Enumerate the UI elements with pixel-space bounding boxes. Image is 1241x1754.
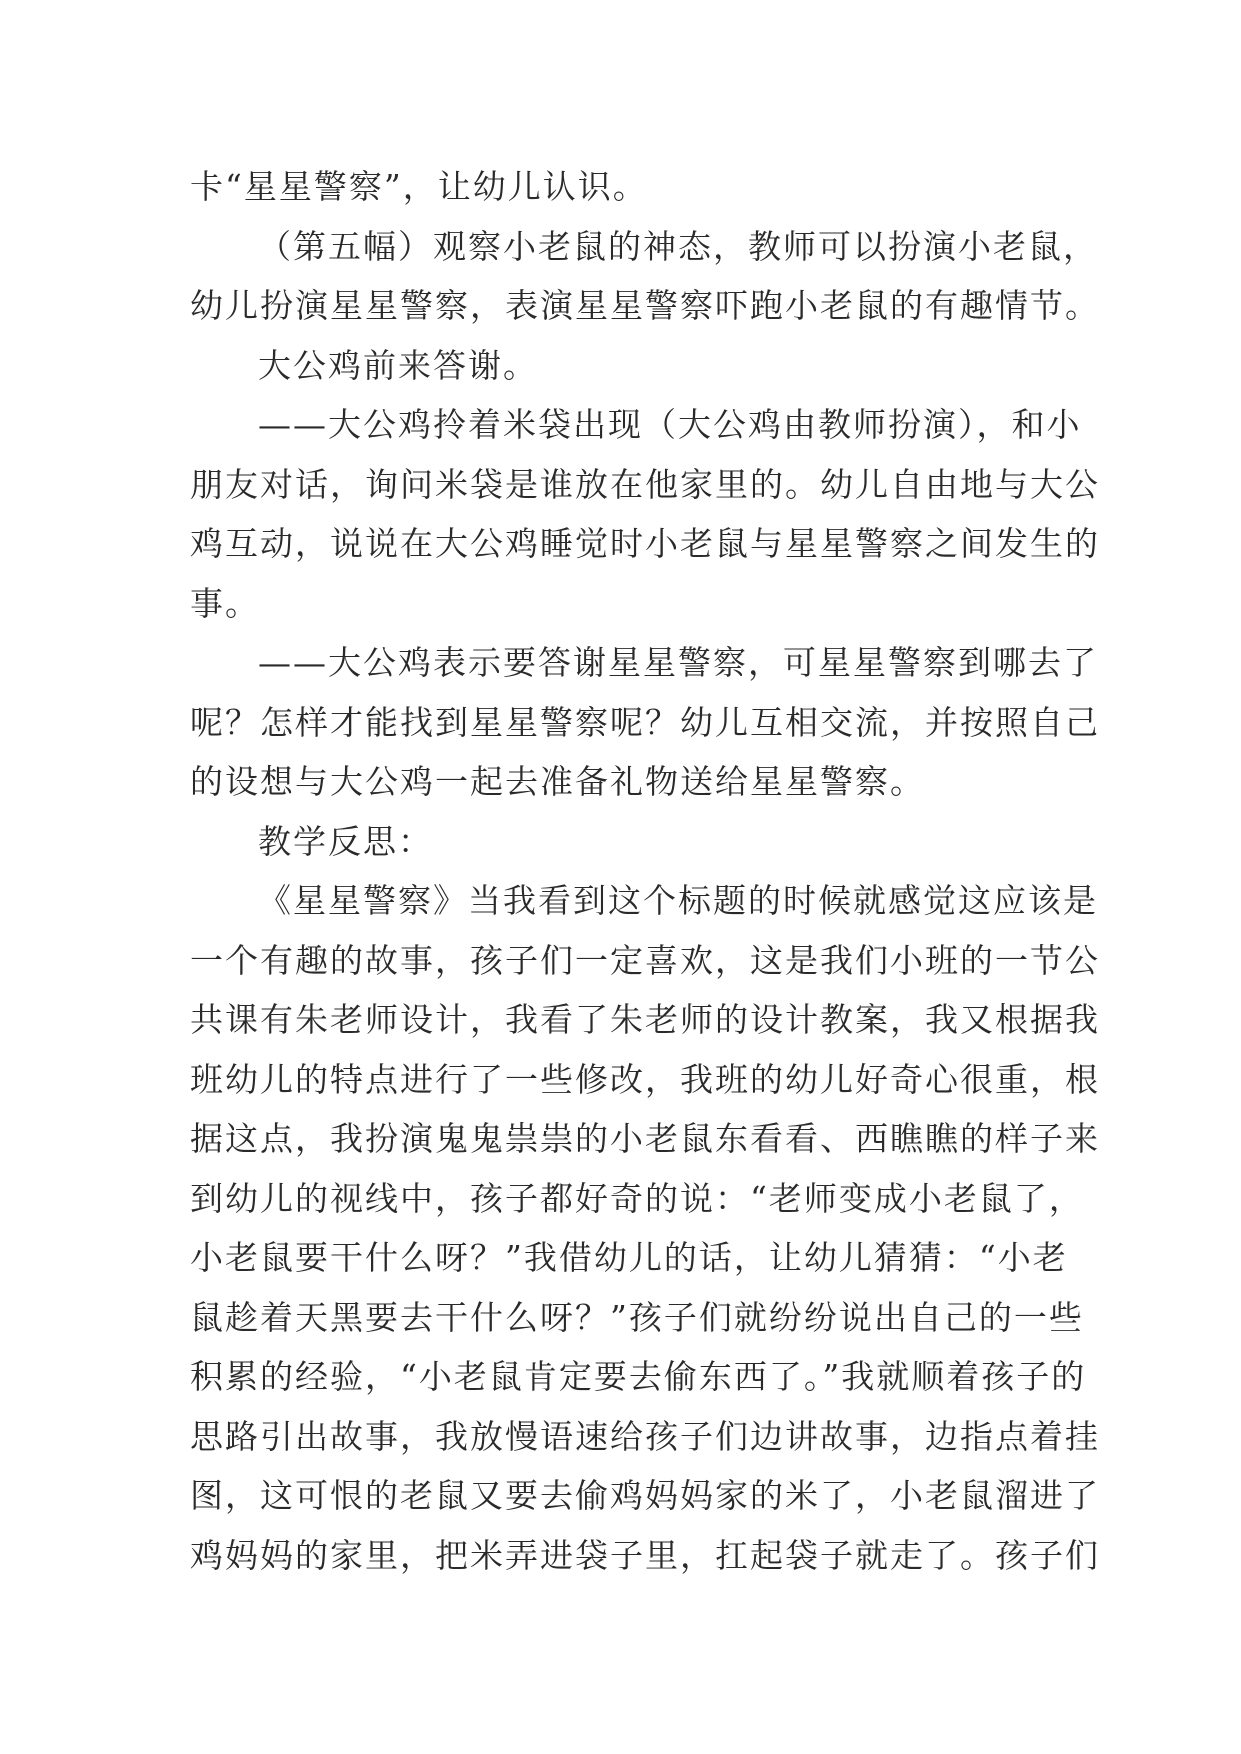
text-line: 鸡互动，说说在大公鸡睡觉时小老鼠与星星警察之间发生的 bbox=[190, 524, 1100, 563]
text-line: ——大公鸡拎着米袋出现（大公鸡由教师扮演），和小 bbox=[258, 405, 1082, 444]
text-line: 卡“星星警察”，让幼儿认识。 bbox=[190, 167, 648, 206]
text-line: 小老鼠要干什么呀？”我借幼儿的话，让幼儿猜猜：“小老 bbox=[190, 1238, 1068, 1277]
section-heading: 教学反思： bbox=[258, 821, 433, 861]
text-line: 共课有朱老师设计，我看了朱老师的设计教案，我又根据我 bbox=[190, 1000, 1100, 1039]
text-line: 大公鸡前来答谢。 bbox=[258, 345, 538, 385]
text-line: 积累的经验，“小老鼠肯定要去偷东西了。”我就顺着孩子的 bbox=[190, 1357, 1087, 1396]
text-line: （第五幅）观察小老鼠的神态，教师可以扮演小老鼠， bbox=[258, 226, 1098, 266]
text-line: 朋友对话，询问米袋是谁放在他家里的。幼儿自由地与大公 bbox=[190, 464, 1100, 504]
text-line: 幼儿扮演星星警察，表演星星警察吓跑小老鼠的有趣情节。 bbox=[190, 286, 1100, 325]
text-line: 《星星警察》当我看到这个标题的时候就感觉这应该是 bbox=[258, 881, 1098, 920]
text-line: 到幼儿的视线中，孩子都好奇的说：“老师变成小老鼠了， bbox=[190, 1178, 1084, 1218]
text-line: 思路引出故事，我放慢语速给孩子们边讲故事，边指点着挂 bbox=[190, 1416, 1100, 1456]
text-line: 班幼儿的特点进行了一些修改，我班的幼儿好奇心很重，根 bbox=[190, 1059, 1100, 1099]
text-line: 事。 bbox=[190, 583, 260, 623]
document-body bbox=[190, 157, 1100, 1585]
text-line: 据这点，我扮演鬼鬼祟祟的小老鼠东看看、西瞧瞧的样子来 bbox=[190, 1119, 1100, 1158]
text-line: 鸡妈妈的家里，把米弄进袋子里，扛起袋子就走了。孩子们 bbox=[190, 1535, 1100, 1575]
text-line: 呢？怎样才能找到星星警察呢？幼儿互相交流，并按照自己 bbox=[190, 702, 1100, 742]
text-line: 鼠趁着天黑要去干什么呀？”孩子们就纷纷说出自己的一些 bbox=[190, 1297, 1084, 1337]
text-line: ——大公鸡表示要答谢星星警察，可星星警察到哪去了 bbox=[258, 643, 1098, 682]
text-line: 一个有趣的故事，孩子们一定喜欢，这是我们小班的一节公 bbox=[190, 940, 1100, 980]
text-line: 的设想与大公鸡一起去准备礼物送给星星警察。 bbox=[190, 762, 925, 801]
text-line: 图，这可恨的老鼠又要去偷鸡妈妈家的米了，小老鼠溜进了 bbox=[190, 1476, 1100, 1515]
